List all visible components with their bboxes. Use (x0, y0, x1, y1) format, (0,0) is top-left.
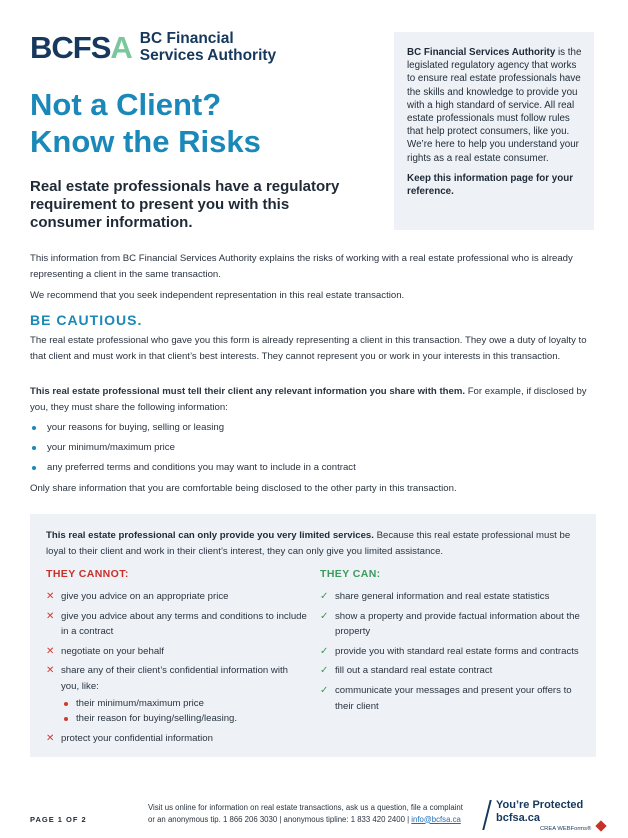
can-column (320, 568, 582, 718)
bcfsa-logo (30, 30, 276, 64)
x-icon: ✕ (46, 591, 55, 602)
list-item: ✓ share general information and real estate statistics (320, 589, 582, 605)
check-icon: ✓ (320, 665, 329, 677)
about-org: BC Financial Services Authority (407, 47, 556, 58)
list-item: ✕ give you advice on an appropriate price (46, 589, 308, 605)
services-intro: This real estate professional can only provide you very limited services. Because this real estate professional must be loyal to their client and work in their client’s interest, they can only give you limited assistance. (46, 530, 571, 557)
list-item: ✓ fill out a standard real estate contract (320, 663, 582, 679)
page-title: Not a Client? Know the Risks (30, 87, 261, 159)
keep-note: Keep this information page for your reference. (407, 172, 574, 198)
about-text: is the legislated regulatory agency that works to ensure real estate professionals have the skills and knowledge to provide you with a high standard of service. All real estate professionals must follow rules that help protect consumers, like you. We’re here to help you understand your rights as a real estate consumer. (407, 47, 582, 164)
about-box (394, 32, 594, 230)
x-icon: ✕ (46, 732, 55, 744)
x-icon: ✕ (46, 645, 55, 657)
check-icon: ✓ (320, 591, 329, 602)
list-item: ✕ share any of their client’s confidential information with you, like: their minimum/maximum price their reason for buying/selling/leasing. (46, 663, 308, 726)
intro-paragraph: This information from BC Financial Services Authority explains the risks of working with a real estate professional who is already representing a client in the same transaction. (30, 253, 573, 280)
only-share-paragraph: Only share information that you are comfortable being disclosed to the other party in this transaction. (30, 483, 457, 494)
logo-name: BC Financial Services Authority (139, 30, 277, 64)
list-item: their reason for buying/selling/leasing. (61, 711, 308, 727)
services-panel (30, 514, 596, 757)
page-subtitle: Real estate professionals have a regulatory requirement to present you with this consumer information. (30, 178, 340, 231)
list-item: ✕ negotiate on your behalf (46, 644, 308, 660)
logo-mark: BCFSA (30, 29, 132, 65)
list-item: ✓ show a property and provide factual information about the property (320, 610, 580, 638)
x-icon: ✕ (46, 610, 55, 622)
page-number: PAGE 1 OF 2 (30, 815, 87, 824)
list-item: any preferred terms and conditions you may want to include in a contract (30, 458, 590, 478)
check-icon: ✓ (320, 610, 329, 622)
crea-mark: CREA WEBForms® (540, 826, 592, 832)
disclosure-list (30, 418, 590, 478)
footer-contact: Visit us online for information on real estate transactions, ask us a question, file a complaint or an anonymous tip. 1 866 206 3030 | anonymous tipline: 1 833 420 2400 | info@bcfsa.ca (148, 803, 463, 824)
protected-tagline: You’re Protected (496, 799, 584, 811)
check-icon: ✓ (320, 645, 329, 657)
cannot-heading: THEY CANNOT: (46, 568, 129, 580)
caution-paragraph: The real estate professional who gave you this form is already representing a client in this transaction. They owe a duty of loyalty to that client and must work in that client’s best interests. They cannot represent you or work in your interests in this transaction. (30, 335, 587, 362)
list-item: ✕ protect your confidential information (46, 731, 308, 747)
list-item: your reasons for buying, selling or leasing (30, 418, 590, 438)
list-item: ✓ communicate your messages and present your offers to their client (320, 684, 572, 712)
list-item: their minimum/maximum price (61, 696, 308, 712)
list-item: your minimum/maximum price (30, 438, 590, 458)
caution-heading: BE CAUTIOUS. (30, 312, 143, 328)
list-item: ✓ provide you with standard real estate forms and contracts (320, 644, 582, 660)
list-item: ✕ give you advice about any terms and conditions to include in a contract (46, 610, 307, 638)
can-heading: THEY CAN: (320, 568, 381, 580)
crea-icon (595, 820, 606, 831)
x-icon: ✕ (46, 665, 55, 677)
recommend-paragraph: We recommend that you seek independent representation in this real estate transaction. (30, 290, 405, 301)
site-link[interactable]: bcfsa.ca (496, 812, 541, 824)
check-icon: ✓ (320, 684, 329, 696)
cannot-column (46, 568, 308, 750)
email-link[interactable]: info@bcfsa.ca (411, 814, 461, 824)
share-paragraph: This real estate professional must tell their client any relevant information you share with them. For example, if disclosed by you, they must share the following information: (30, 386, 587, 413)
